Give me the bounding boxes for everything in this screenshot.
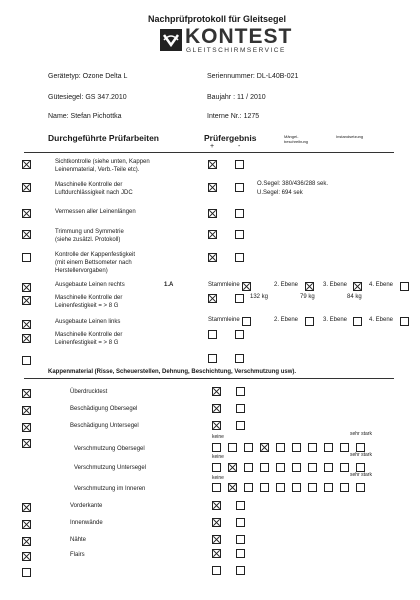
dirt-scale-checkbox[interactable]	[340, 483, 349, 492]
result-minus-checkbox[interactable]	[236, 387, 245, 396]
result-minus-checkbox[interactable]	[235, 230, 244, 239]
dirt-scale-checkbox[interactable]	[260, 443, 269, 452]
lines-right-value: 1.A	[164, 282, 174, 288]
result-minus-checkbox[interactable]	[235, 294, 244, 303]
row-checkbox[interactable]	[22, 334, 31, 343]
dirt-scale-checkbox[interactable]	[340, 443, 349, 452]
porosity-check-label: Maschinelle Kontrolle der Luftdurchlässigkeit nach JDC	[55, 182, 133, 196]
lines-left-label	[55, 319, 120, 325]
quality-seal: Gütesiegel: GS 347.2010	[48, 94, 127, 101]
dirt-scale-checkbox[interactable]	[324, 443, 333, 452]
result-minus-checkbox[interactable]	[235, 209, 244, 218]
dirt-scale-checkbox[interactable]	[244, 483, 253, 492]
result-minus-checkbox[interactable]	[235, 183, 244, 192]
row-checkbox[interactable]	[22, 439, 31, 448]
result-minus-checkbox[interactable]	[236, 535, 245, 544]
dirt-scale-checkbox[interactable]	[356, 483, 365, 492]
strength-level3: 84 kg	[347, 294, 362, 300]
dirt-scale-checkbox[interactable]	[308, 443, 317, 452]
col-header-repair: Instandsetzung	[336, 134, 364, 139]
logo-text: KONTEST	[185, 25, 293, 48]
result-plus-checkbox[interactable]	[212, 535, 221, 544]
dirt-scale-checkbox[interactable]	[340, 463, 349, 472]
kontest-logo	[160, 27, 310, 57]
scale-max-label: sehr stark	[350, 431, 372, 437]
row-checkbox[interactable]	[22, 183, 31, 192]
dirt-scale-checkbox[interactable]	[292, 483, 301, 492]
result-minus-checkbox[interactable]	[236, 421, 245, 430]
main-line-checkbox[interactable]	[242, 282, 251, 291]
level4-label: 4. Ebene	[369, 282, 394, 288]
lines-left-text: Ausgebaute Leinen links	[55, 319, 121, 325]
row-checkbox[interactable]	[22, 406, 31, 415]
level3-checkbox[interactable]	[353, 282, 362, 291]
level4-label: 4. Ebene	[369, 317, 394, 323]
canopy-strength-label: Kontrolle der Kappenfestigkeit (mit einem Bettsometer nach Herstellervorgaben)	[55, 252, 136, 274]
level3-checkbox[interactable]	[353, 317, 362, 326]
row-checkbox[interactable]	[22, 253, 31, 262]
level2-checkbox[interactable]	[305, 317, 314, 326]
col-header-result: Prüfergebnis	[204, 133, 257, 143]
plus-label: +	[210, 143, 215, 150]
scale-max-label: sehr stark	[350, 452, 372, 458]
row-checkbox[interactable]	[22, 160, 31, 169]
level4-checkbox[interactable]	[400, 282, 409, 291]
flairs-label: Flairs	[70, 552, 85, 558]
top-sail-dirt-label: Verschmutzung Obersegel	[74, 446, 145, 452]
minus-label: -	[238, 143, 241, 150]
dirt-scale-checkbox[interactable]	[356, 463, 365, 472]
row-checkbox[interactable]	[22, 552, 31, 561]
col-header-defects: Mängel- beschreibung	[284, 134, 309, 144]
level2-checkbox[interactable]	[305, 282, 314, 291]
dirt-scale-checkbox[interactable]	[276, 483, 285, 492]
header-divider	[24, 152, 394, 153]
dirt-scale-checkbox[interactable]	[212, 463, 221, 472]
result-plus-checkbox[interactable]	[208, 160, 217, 169]
lines-right-label: Ausgebaute Leinen rechts	[55, 282, 125, 288]
row-checkbox[interactable]	[22, 320, 31, 329]
row-checkbox[interactable]	[22, 209, 31, 218]
line-strength-label: Maschinelle Kontrolle der Leinenfestigkeit = > 8 G	[55, 332, 123, 346]
bottom-sail-dirt-label: Verschmutzung Untersegel	[74, 465, 147, 471]
section-divider	[24, 378, 394, 379]
trim-label: Trimmung und Symmetrie (siehe zusätzl. Protokoll)	[55, 229, 124, 243]
scale-min-label: keine	[212, 454, 224, 460]
scale-max-label: sehr stark	[350, 472, 372, 478]
dirt-scale-checkbox[interactable]	[244, 443, 253, 452]
dirt-scale-checkbox[interactable]	[260, 483, 269, 492]
inner-dirt-label: Verschmutzung im Inneren	[74, 486, 146, 492]
logo-subtext: GLEITSCHIRMSERVICE	[186, 47, 286, 54]
row-checkbox[interactable]	[22, 423, 31, 432]
col-header-work: Durchgeführte Prüfarbeiten	[48, 133, 159, 143]
result-plus-checkbox[interactable]	[212, 518, 221, 527]
result-minus-checkbox[interactable]	[235, 354, 244, 363]
row-checkbox[interactable]	[22, 503, 31, 512]
main-line-checkbox[interactable]	[242, 317, 251, 326]
result-minus-checkbox[interactable]	[236, 549, 245, 558]
result-plus-checkbox[interactable]	[208, 230, 217, 239]
build-year: Baujahr : 11 / 2010	[207, 94, 266, 101]
result-minus-checkbox[interactable]	[235, 160, 244, 169]
result-plus-checkbox[interactable]	[212, 404, 221, 413]
logo-emblem-icon	[160, 29, 182, 51]
strength-level2: 79 kg	[300, 294, 315, 300]
leading-edge-label: Vorderkante	[70, 503, 103, 509]
dirt-scale-checkbox[interactable]	[356, 443, 365, 452]
dirt-scale-checkbox[interactable]	[212, 443, 221, 452]
row-checkbox[interactable]	[22, 230, 31, 239]
customer-name: Name: Stefan Pichottka	[48, 113, 122, 120]
row-checkbox[interactable]	[22, 283, 31, 292]
line-measure-label: Vermessen aller Leinenlängen	[55, 209, 136, 215]
result-plus-checkbox[interactable]	[212, 421, 221, 430]
result-plus-checkbox[interactable]	[212, 387, 221, 396]
dirt-scale-checkbox[interactable]	[308, 483, 317, 492]
level3-label: 3. Ebene	[323, 282, 348, 288]
row-checkbox[interactable]	[22, 537, 31, 546]
scale-min-label: keine	[212, 475, 224, 481]
page-title: Nachprüfprotokoll für Gleitsegel	[148, 14, 287, 24]
dirt-scale-checkbox[interactable]	[324, 483, 333, 492]
result-plus-checkbox[interactable]	[208, 354, 217, 363]
bottom-sail-porosity: U.Segel: 694 sek	[257, 190, 303, 196]
dirt-scale-checkbox[interactable]	[228, 463, 237, 472]
result-plus-checkbox[interactable]	[208, 294, 217, 303]
internal-number: Interne Nr.: 1275	[207, 113, 260, 120]
result-minus-checkbox[interactable]	[235, 330, 244, 339]
row-checkbox[interactable]	[22, 520, 31, 529]
dirt-scale-checkbox[interactable]	[276, 443, 285, 452]
dirt-scale-checkbox[interactable]	[324, 463, 333, 472]
result-minus-checkbox[interactable]	[236, 404, 245, 413]
result-minus-checkbox[interactable]	[235, 253, 244, 262]
level4-checkbox[interactable]	[400, 317, 409, 326]
dirt-scale-checkbox[interactable]	[276, 463, 285, 472]
dirt-scale-checkbox[interactable]	[308, 463, 317, 472]
dirt-scale-checkbox[interactable]	[292, 443, 301, 452]
dirt-scale-checkbox[interactable]	[244, 463, 253, 472]
scale-min-label: keine	[212, 434, 224, 440]
visual-check-label: Sichtkontrolle (siehe unten, Kappen Leinenmaterial, Verb.-Teile etc).	[55, 159, 150, 173]
result-plus-checkbox[interactable]	[212, 549, 221, 558]
dirt-scale-checkbox[interactable]	[292, 463, 301, 472]
result-minus-checkbox[interactable]	[236, 518, 245, 527]
result-minus-checkbox[interactable]	[236, 501, 245, 510]
row-checkbox[interactable]	[22, 296, 31, 305]
pressure-test-label: Überdrucktest	[70, 389, 108, 395]
result-plus-checkbox[interactable]	[212, 501, 221, 510]
top-sail-damage-label: Beschädigung Obersegel	[70, 406, 138, 412]
dirt-scale-checkbox[interactable]	[212, 483, 221, 492]
serial-number: Seriennummer: DL-L40B-021	[207, 73, 299, 80]
line-strength-label: Maschinelle Kontrolle der Leinenfestigkeit = > 8 G	[55, 295, 123, 309]
result-plus-checkbox[interactable]	[208, 253, 217, 262]
result-plus-checkbox[interactable]	[212, 566, 221, 575]
main-line-label: Stammleine	[208, 317, 240, 323]
result-plus-checkbox[interactable]	[208, 209, 217, 218]
result-plus-checkbox[interactable]	[208, 183, 217, 192]
dirt-scale-checkbox[interactable]	[228, 483, 237, 492]
level2-label: 2. Ebene	[274, 282, 299, 288]
result-plus-checkbox[interactable]	[208, 330, 217, 339]
dirt-scale-checkbox[interactable]	[260, 463, 269, 472]
dirt-scale-checkbox[interactable]	[228, 443, 237, 452]
level2-label: 2. Ebene	[274, 317, 299, 323]
row-checkbox[interactable]	[22, 568, 31, 577]
level3-label: 3. Ebene	[323, 317, 348, 323]
seams-label: Nähte	[70, 537, 87, 543]
inner-walls-label: Innenwände	[70, 520, 103, 526]
top-sail-porosity: O.Segel: 380/436/288 sek.	[257, 181, 329, 187]
device-type: Gerätetyp: Ozone Delta L	[48, 73, 128, 80]
row-checkbox[interactable]	[22, 356, 31, 365]
canopy-section-heading: Kappenmaterial (Risse, Scheuerstellen, Dehnung, Beschichtung, Verschmutzung usw).	[48, 369, 297, 375]
bottom-sail-damage-label: Beschädigung Untersegel	[70, 423, 139, 429]
row-checkbox[interactable]	[22, 389, 31, 398]
main-line-label: Stammleine	[208, 282, 240, 288]
result-minus-checkbox[interactable]	[236, 566, 245, 575]
strength-main-line: 132 kg	[250, 294, 269, 300]
